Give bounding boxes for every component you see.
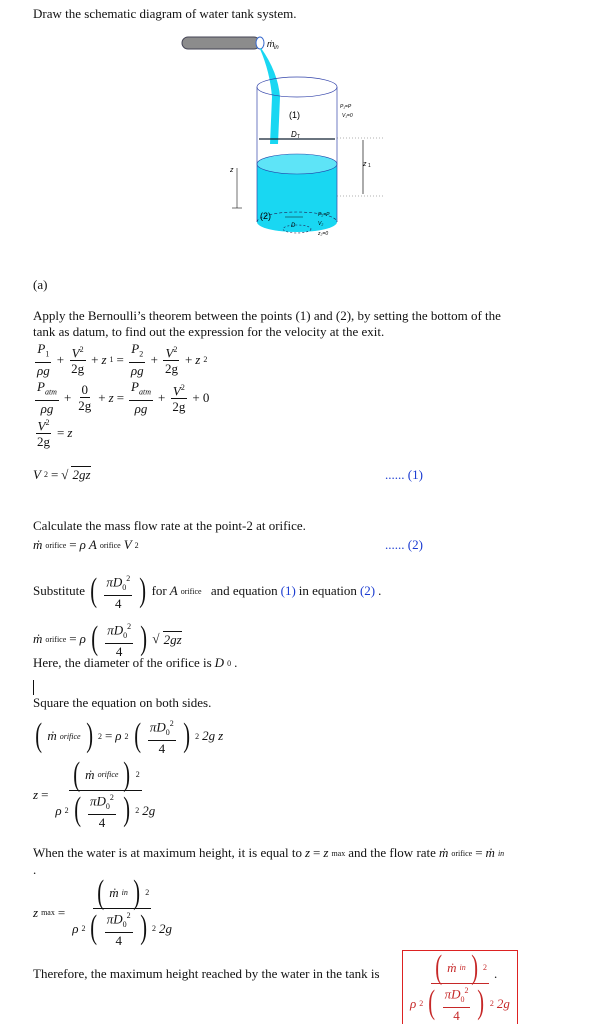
svg-text:z₂=0: z₂=0 (318, 231, 329, 237)
mass-flow-substituted: ṁ orifice = ρ ( $\frac{\pi D_0^2}{4}$ ) √ 2gz (33, 620, 182, 659)
svg-text:z: z (230, 167, 234, 174)
equation-ref-1: ...... (1) (385, 467, 423, 482)
question-title: Draw the schematic diagram of water tank system. (33, 6, 297, 21)
velocity-equation: V 2 = √ 2gz (33, 466, 91, 482)
svg-text:D: D (291, 223, 296, 229)
calc-text: Calculate the mass flow rate at the point-2 at orifice. (33, 518, 306, 533)
bernoulli-equation: $\frac{P_1}{\rho g}$ + $\frac{V^2}{2g}$ + z 1 = $\frac{P_2}{\rho g}$ + $\frac{V^2}{2g}$ + z 2 (37, 341, 208, 378)
svg-text:P₁=P: P₁=P (340, 104, 352, 110)
period: . (33, 862, 37, 877)
svg-text:V₂: V₂ (318, 221, 324, 227)
svg-text:T: T (297, 134, 301, 140)
when-line: When the water is at maximum height, it is equal to z = z max and the flow rate ṁ orifice = ṁ in (33, 845, 505, 860)
svg-text:V₁=0: V₁=0 (342, 113, 353, 119)
svg-text:in: in (274, 45, 279, 51)
square-text: Square the equation on both sides. (33, 695, 212, 710)
inlet-pipe (182, 37, 260, 49)
final-answer-box: ( ṁ in ) 2 ρ 2 ( $\frac{\pi D_0^2}{4}$ ) 2 2g (402, 950, 518, 1024)
mass-flow-equation: ṁ orifice = ρ A orifice V 2 (33, 537, 139, 552)
squared-equation: ( ṁ orifice ) 2 = ρ 2 ( $\frac{\pi D_0^2}{4}$ ) 2 2g z (35, 717, 224, 756)
svg-text:ṁ: ṁ (267, 39, 275, 49)
here-line: Here, the diameter of the orifice is D 0 . (33, 655, 238, 670)
text-cursor (33, 680, 34, 695)
svg-text:z: z (363, 161, 367, 168)
intro-line-2: tank as datum, to find out the expression for the velocity at the exit. (33, 324, 385, 339)
water-tank-diagram (175, 32, 415, 247)
svg-text:P₂=P: P₂=P (318, 212, 330, 218)
svg-text:(1): (1) (289, 110, 300, 120)
equation-ref-2: ...... (2) (385, 537, 423, 552)
substitute-line: Substitute ( $\frac{\pi D_0^2}{4}$ ) for A orifice and equation (1) in equation (2) . (33, 572, 382, 611)
svg-text:(2): (2) (260, 211, 271, 221)
svg-text:D: D (291, 130, 297, 139)
velocity-head-equation: $\frac{V^2}{2g}$ = z (37, 418, 73, 450)
bernoulli-substituted: $\frac{P_{atm}}{\rho g}$ + $\frac{0}{2g}$ + z = $\frac{P_{atm}}{\rho g}$ + $\frac{V^2}{2g}$ + 0 (37, 379, 210, 416)
therefore-text: Therefore, the maximum height reached by the water in the tank is (33, 966, 380, 981)
zmax-equation: z max = ( ṁ in ) 2 ρ 2 ( $\frac{\pi D_0^2}{4}$ ) 2 2g (33, 874, 172, 948)
intro-line-1: Apply the Bernoulli’s theorem between the points (1) and (2), by setting the bottom of the (33, 308, 501, 323)
part-label: (a) (33, 277, 48, 292)
svg-text:1: 1 (368, 163, 371, 169)
z-equation: z = ( ṁ orifice ) 2 ρ 2 ( $\frac{\pi D_0^2}{4}$ ) 2 2g (33, 756, 156, 830)
period: . (494, 966, 498, 981)
